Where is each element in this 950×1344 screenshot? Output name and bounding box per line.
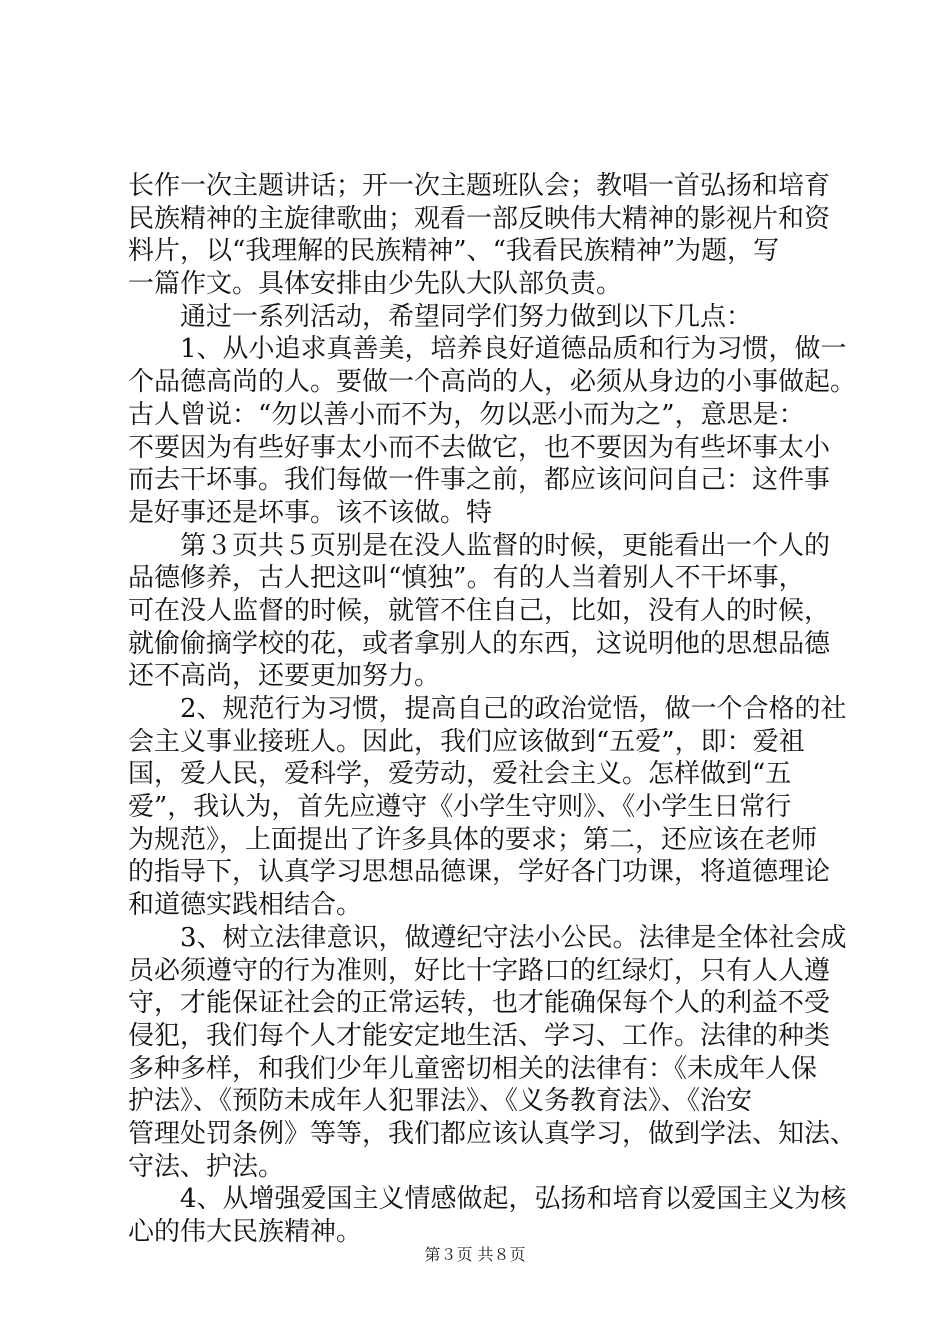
text-line: 和道德实践相结合。 (128, 890, 363, 921)
text-line: 多种多样，和我们少年儿童密切相关的法律有：《未成年人保 (128, 1053, 818, 1084)
text-line: 就偷偷摘学校的花，或者拿别人的东西，这说明他的思想品德 (128, 628, 831, 659)
text-line: 而去干坏事。我们每做一件事之前，都应该问问自己：这件事 (128, 465, 831, 496)
text-line: 管理处罚条例》等等，我们都应该认真学习，做到学法、知法、 (128, 1118, 857, 1149)
text-line: 一篇作文。具体安排由少先队大队部负责。 (128, 269, 623, 300)
text-line: 守，才能保证社会的正常运转，也才能确保每个人的利益不受 (128, 988, 831, 1019)
text-line: 是好事还是坏事。该不该做。特 (128, 497, 493, 528)
text-line: 心的伟大民族精神。 (128, 1217, 363, 1247)
text-line: 侵犯，我们每个人才能安定地生活、学习、工作。法律的种类 (128, 1020, 831, 1051)
text-line: 员必须遵守的行为准则，好比十字路口的红绿灯，只有人人遵 (128, 955, 831, 986)
text-line: 还不高尚，还要更加努力。 (128, 661, 441, 692)
paragraph-start-line: 4、从增强爱国主义情感做起，弘扬和培育以爱国主义为核 (180, 1184, 847, 1215)
text-line: 爱”，我认为，首先应遵守《小学生守则》、《小学生日常行 (128, 792, 792, 823)
text-line: 不要因为有些好事太小而不去做它，也不要因为有些坏事太小 (128, 432, 831, 463)
paragraph-start-line: 第３页共５页别是在没人监督的时候，更能看出一个人的 (180, 530, 831, 561)
paragraph-start-line: 2、规范行为习惯，提高自己的政治觉悟，做一个合格的社 (180, 694, 847, 724)
text-line: 可在没人监督的时候，就管不住自己，比如，没有人的时候， (128, 595, 831, 626)
document-body (128, 170, 857, 1249)
text-line: 个品德高尚的人。要做一个高尚的人，必须从身边的小事做起。 (128, 367, 857, 398)
paragraph-start-line: 通过一系列活动，希望同学们努力做到以下几点： (180, 301, 753, 332)
text-line: 品德修养，古人把这叫“慎独”。有的人当着别人不干坏事， (128, 563, 805, 594)
text-line: 会主义事业接班人。因此，我们应该做到“五爱”，即：爱祖 (128, 726, 805, 757)
text-line: 料片，以“我理解的民族精神”、“我看民族精神”为题，写 (128, 236, 780, 267)
text-line: 护法》、《预防未成年人犯罪法》、《义务教育法》、《治安 (128, 1086, 753, 1117)
text-line: 为规范》，上面提出了许多具体的要求；第二，还应该在老师 (128, 824, 818, 855)
text-line: 守法、护法。 (128, 1151, 285, 1182)
text-line: 的指导下，认真学习思想品德课，学好各门功课，将道德理论 (128, 857, 831, 888)
text-line: 民族精神的主旋律歌曲；观看一部反映伟大精神的影视片和资 (128, 203, 831, 234)
page-footer (0, 1242, 950, 1265)
page-number-label: 第３页 共８页 (424, 1245, 526, 1264)
paragraph-start-line: 3、树立法律意识，做遵纪守法小公民。法律是全体社会成 (180, 922, 847, 953)
text-line: 古人曾说：“勿以善小而不为，勿以恶小而为之”，意思是： (128, 399, 805, 430)
text-line: 长作一次主题讲话；开一次主题班队会；教唱一首弘扬和培育 (128, 171, 831, 201)
paragraph-start-line: 1、从小追求真善美，培养良好道德品质和行为习惯，做一 (180, 334, 847, 365)
text-line: 国，爱人民，爱科学，爱劳动，爱社会主义。怎样做到“五 (128, 759, 792, 790)
